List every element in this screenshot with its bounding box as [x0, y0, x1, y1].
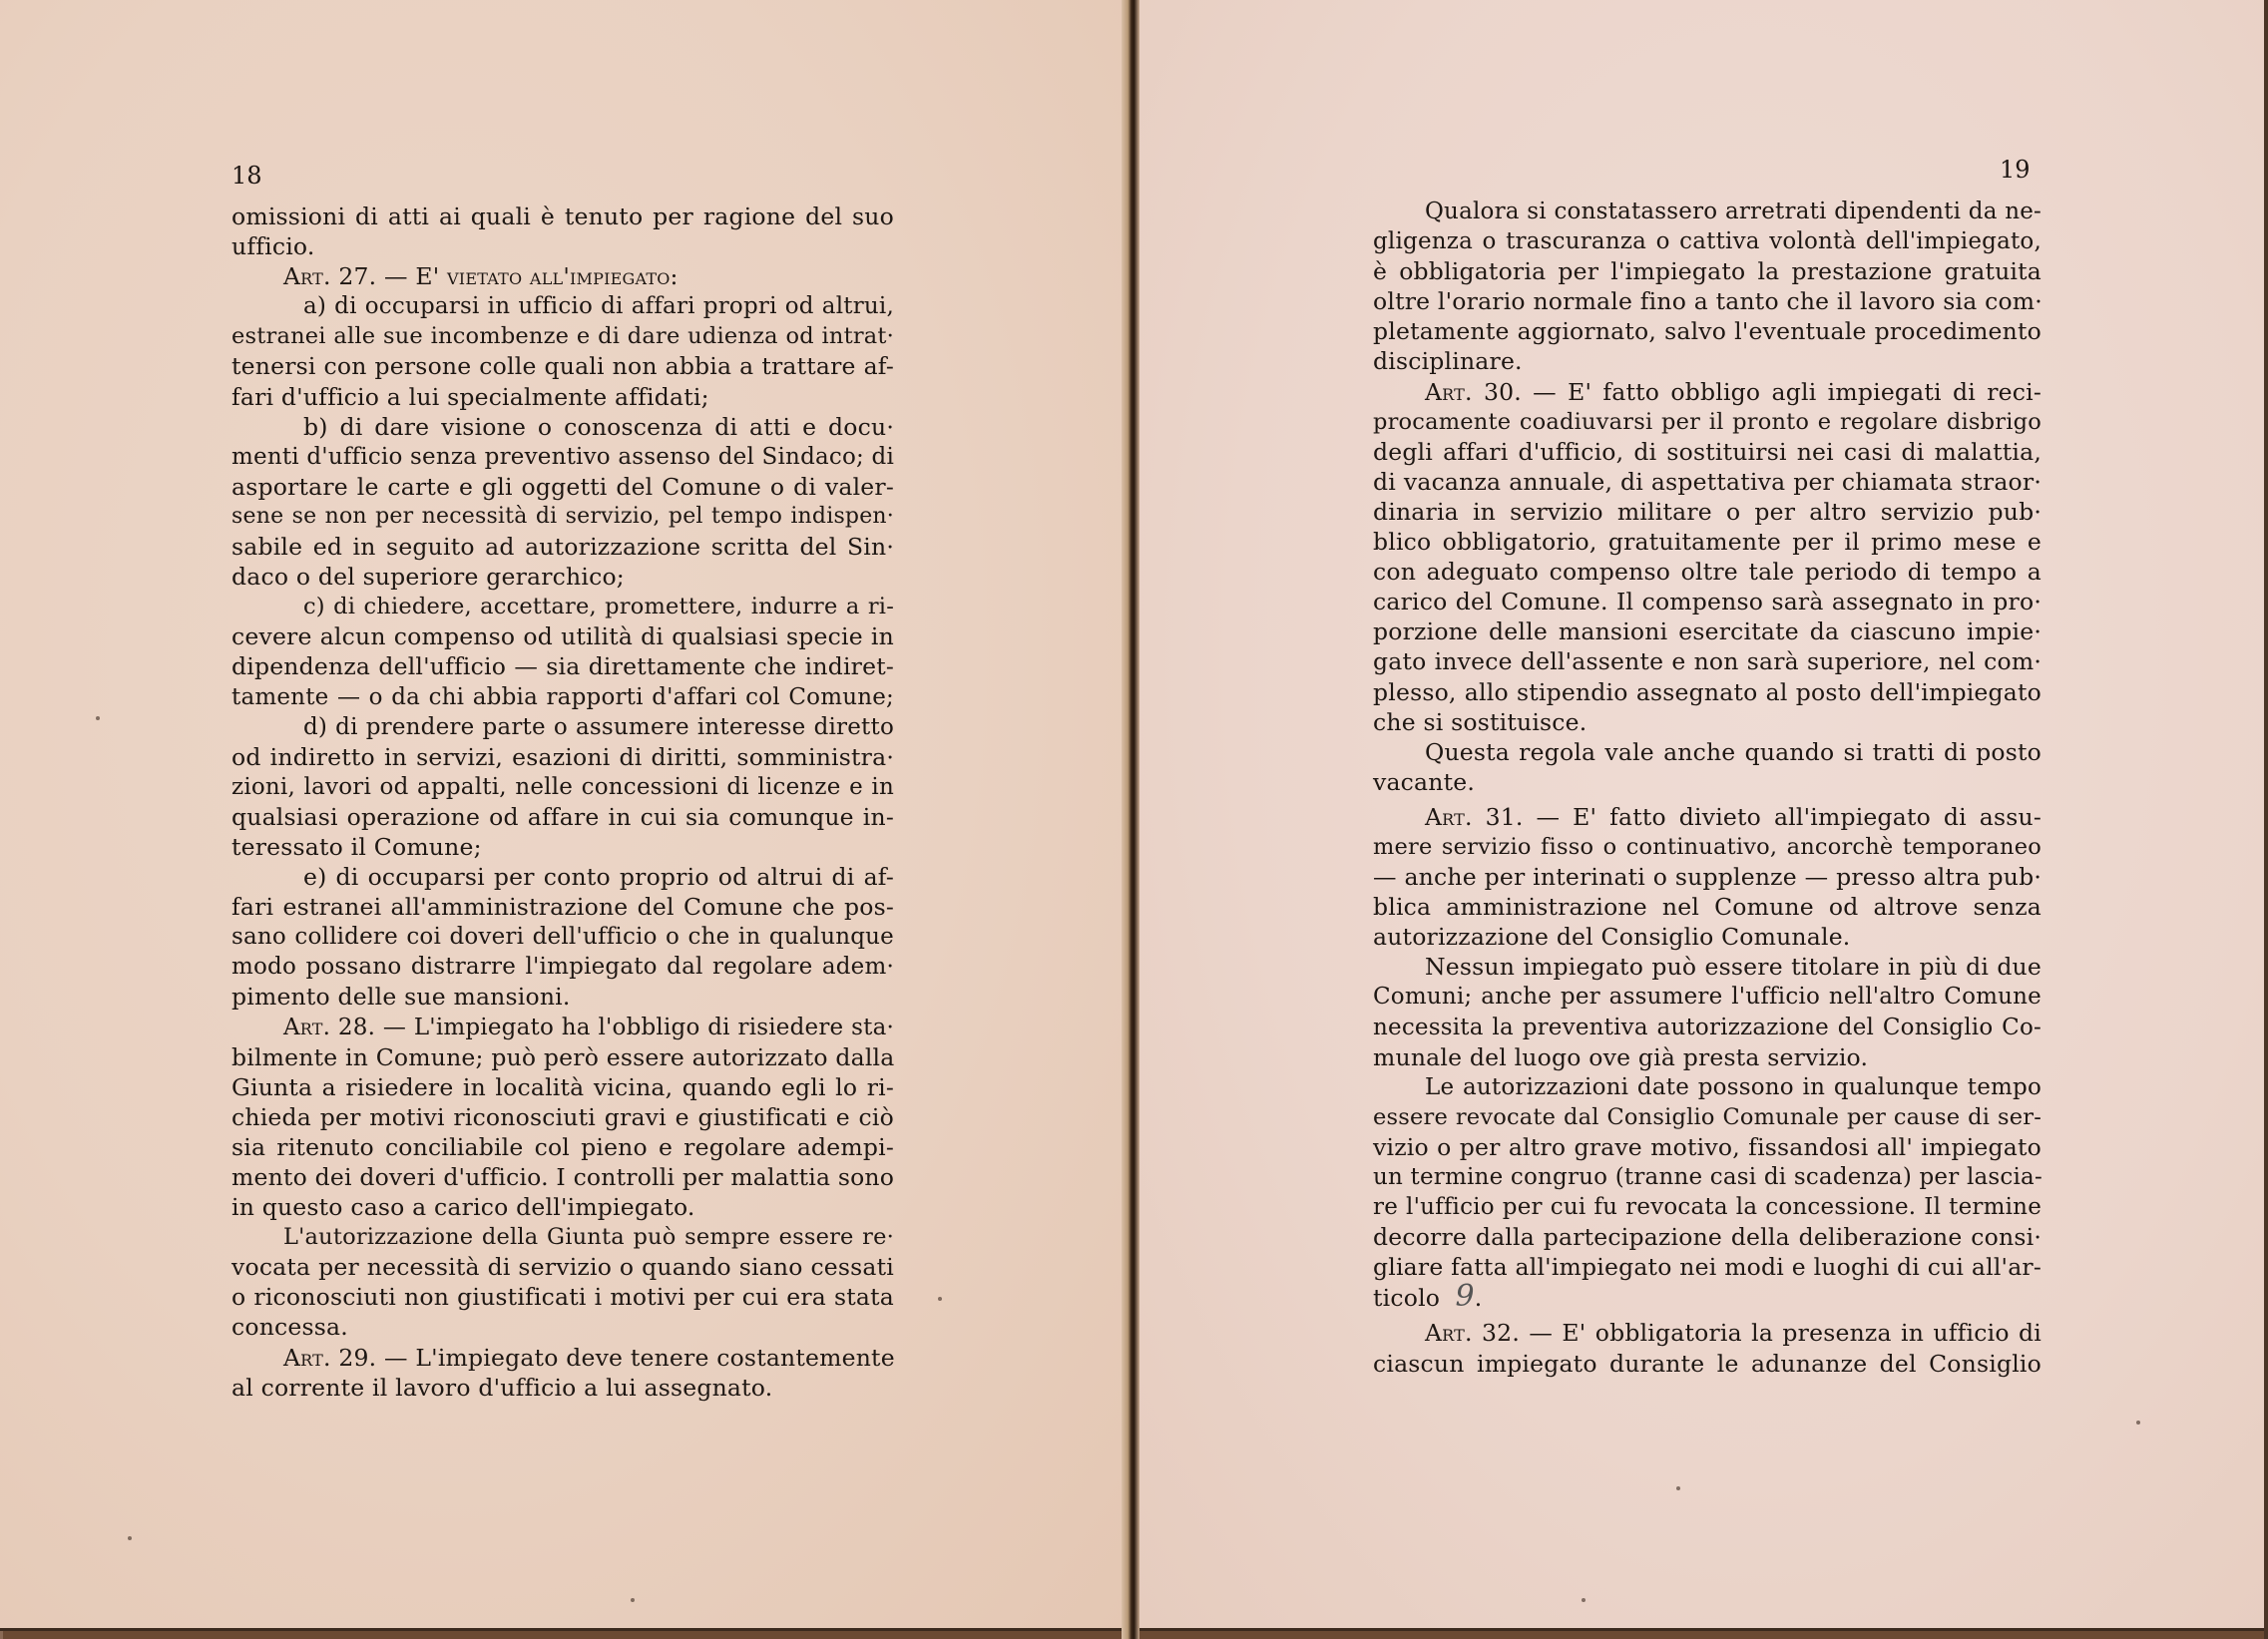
article-label: Art. [283, 1014, 331, 1040]
text-line: bilmente in Comune; può però essere autorizzato dalla [231, 1042, 895, 1071]
right-page-text [1373, 197, 2041, 1379]
paper-speck [1676, 1486, 1680, 1490]
text-line: zioni, lavori od appalti, nelle concessioni di licenze e in [231, 773, 894, 800]
text-line: Giunta a risiedere in località vicina, quando egli lo ri- [231, 1072, 894, 1101]
paper-speck [1582, 1598, 1586, 1602]
text-line: decorre dalla partecipazione della deliberazione consi· [1373, 1223, 2041, 1252]
handwritten-suffix: . [1474, 1284, 1483, 1313]
text-line: degli affari d'ufficio, di sostituirsi nei casi di malattia, [1373, 437, 2041, 466]
article-label: Art. [1425, 377, 1473, 406]
text-line: — anche per interinati o supplenze — presso altra pub· [1373, 863, 2041, 892]
article-label: Art. [1425, 1319, 1473, 1348]
text-line: L'autorizzazione della Giunta può sempre essere re· [283, 1224, 894, 1251]
paper-speck [128, 1536, 132, 1540]
text-line: necessita la preventiva autorizzazione del Consiglio Co- [1373, 1014, 2041, 1040]
text-line: teressato il Comune; [231, 832, 482, 861]
text-line: e) di occuparsi per conto proprio od altrui di af- [303, 863, 894, 892]
text-line: sabile ed in seguito ad autorizzazione scritta del Sin· [231, 533, 894, 562]
text-line: di vacanza annuale, di aspettativa per chiamata straor· [1373, 467, 2041, 496]
text-line: blico obbligatorio, gratuitamente per il primo mese e [1373, 528, 2041, 557]
book-spine [1122, 0, 1139, 1639]
text-line: qualsiasi operazione od affare in cui sia comunque in- [231, 802, 894, 831]
text-line: concessa. [231, 1313, 348, 1342]
text-line: blica amministrazione nel Comune od altrove senza [1373, 893, 2041, 922]
text-line: carico del Comune. Il compenso sarà assegnato in pro· [1373, 588, 2041, 616]
article-heading-31: Art. 31. — E' fatto divieto all'impiegato di assu- [1425, 802, 2041, 831]
text-line: gligenza o trascuranza o cattiva volontà dell'impiegato, [1373, 228, 2041, 255]
text-line: plesso, allo stipendio assegnato al posto dell'impiegato [1373, 677, 2041, 706]
article-heading-28: Art. 28. — L'impiegato ha l'obbligo di risiedere sta· [283, 1014, 894, 1040]
text-line: asportare le carte e gli oggetti del Comune o di valer- [231, 472, 894, 501]
article-heading-30: Art. 30. — E' fatto obbligo agli impiegati di reci- [1425, 377, 2041, 406]
text-line: Questa regola vale anche quando si tratti di posto [1425, 737, 2041, 766]
text-line: gato invece dell'assente e non sarà superiore, nel com· [1373, 647, 2041, 676]
text-line: fari estranei all'amministrazione del Comune che pos- [231, 893, 894, 922]
paper-speck [2136, 1421, 2140, 1425]
text-line: in questo caso a carico dell'impiegato. [231, 1193, 695, 1222]
text-line: tenersi con persone colle quali non abbia a trattare af- [231, 352, 894, 381]
text-line: Art. 27. — E' vietato all'impiegato: [283, 262, 679, 291]
paper-speck [631, 1598, 635, 1602]
text-line: b) di dare visione o conoscenza di atti e docu· [303, 412, 894, 441]
text-line: pletamente aggiornato, salvo l'eventuale procedimento [1373, 317, 2041, 346]
text-line: porzione delle mansioni esercitate da ciascuno impie· [1373, 617, 2041, 646]
handwritten-note: 9 [1455, 1279, 1475, 1315]
page-number-left: 18 [231, 162, 262, 190]
article-reference-line [1373, 1279, 2041, 1315]
text-line: fari d'ufficio a lui specialmente affidati; [231, 382, 709, 411]
text-line: mento dei doveri d'ufficio. I controlli per malattia sono [231, 1163, 895, 1191]
text-line: munale del luogo ove già presta servizio. [1373, 1042, 1869, 1071]
text-line: dinaria in servizio militare o per altro servizio pub· [1373, 497, 2041, 526]
text-line: estranei alle sue incombenze e di dare udienza od intrat· [231, 323, 894, 350]
text-line: gliare fatta all'impiegato nei modi e luoghi di cui all'ar- [1373, 1253, 2041, 1282]
text-line: oltre l'orario normale fino a tanto che il lavoro sia com· [1373, 287, 2042, 316]
text-line: sene se non per necessità di servizio, pel tempo indispen· [231, 503, 894, 529]
text-line: modo possano distrarre l'impiegato dal regolare adem· [231, 954, 894, 981]
text-line: è obbligatoria per l'impiegato la prestazione gratuita [1373, 257, 2041, 286]
text-line: o riconosciuti non giustificati i motivi per cui era stata [231, 1283, 894, 1312]
text-line: vocata per necessità di servizio o quando siano cessati [231, 1253, 894, 1282]
paper-speck [96, 716, 100, 720]
text-line: omissioni di atti ai quali è tenuto per ragione del suo [231, 203, 894, 230]
text-line: pimento delle sue mansioni. [231, 983, 571, 1012]
text-line: Nessun impiegato può essere titolare in più di due [1425, 953, 2041, 982]
text-line: cevere alcun compenso od utilità di qualsiasi specie in [231, 622, 894, 651]
text-line: Qualora si constatassero arretrati dipendenti da ne- [1425, 199, 2041, 224]
left-page-text [231, 202, 894, 1403]
text-line: vizio o per altro grave motivo, fissandosi all' impiegato [1373, 1132, 2041, 1161]
text-line: che si sostituisce. [1373, 707, 1588, 736]
text-line: tamente — o da chi abbia rapporti d'affari col Comune; [231, 683, 894, 710]
text-line: menti d'ufficio senza preventivo assenso del Sindaco; di [231, 443, 894, 470]
page-number-right: 19 [2000, 156, 2031, 184]
text-line: Comuni; anche per assumere l'ufficio nell'altro Comune [1373, 984, 2041, 1011]
text-line: mere servizio fisso o continuativo, ancorchè temporaneo [1373, 833, 2041, 860]
text-line: dipendenza dell'ufficio — sia direttamente che indiret- [231, 652, 894, 681]
text-line: vacante. [1373, 767, 1476, 796]
text-line: essere revocate dal Consiglio Comunale per cause di ser- [1373, 1103, 2041, 1130]
text-line: un termine congruo (tranne casi di scadenza) per lascia- [1373, 1164, 2042, 1190]
text-line: autorizzazione del Consiglio Comunale. [1373, 923, 1851, 952]
text-line: re l'ufficio per cui fu revocata la concessione. Il termine [1373, 1194, 2041, 1221]
text-line: d) di prendere parte o assumere interesse diretto [303, 713, 894, 740]
paper-speck [938, 1297, 942, 1301]
text-line: daco o del superiore gerarchico; [231, 563, 625, 592]
text-line: procamente coadiuvarsi per il pronto e regolare disbrigo [1373, 408, 2041, 435]
text-line: sia ritenuto conciliabile col pieno e regolare adempi- [231, 1132, 894, 1161]
text-line: disciplinare. [1373, 347, 1523, 376]
text-line: a) di occuparsi in ufficio di affari propri od altrui, [303, 293, 894, 320]
text-line: Le autorizzazioni date possono in qualunque tempo [1425, 1073, 2041, 1100]
text-line: sano collidere coi doveri dell'ufficio o che in qualunque [231, 924, 894, 951]
text-line: od indiretto in servizi, esazioni di diritti, somministra· [231, 742, 894, 771]
text-line: chieda per motivi riconosciuti gravi e giustificati e ciò [231, 1102, 894, 1131]
text-line: ciascun impiegato durante le adunanze del Consiglio [1373, 1349, 2041, 1378]
text-line: c) di chiedere, accettare, promettere, indurre a ri- [303, 594, 894, 620]
text-line: ticolo [1373, 1284, 1441, 1313]
text-line: al corrente il lavoro d'ufficio a lui assegnato. [231, 1373, 773, 1402]
text-line: ufficio. [231, 232, 315, 261]
text-line: con adeguato compenso oltre tale periodo di tempo a [1373, 558, 2041, 587]
article-label: Art. [1425, 802, 1473, 831]
article-heading-32: Art. 32. — E' obbligatoria la presenza in ufficio di [1425, 1319, 2041, 1348]
book-edge-right [2264, 0, 2268, 1639]
article-label: Art. [283, 1343, 331, 1372]
article-heading-27 [231, 261, 894, 291]
article-heading-29: Art. 29. — L'impiegato deve tenere costantemente [283, 1343, 895, 1372]
